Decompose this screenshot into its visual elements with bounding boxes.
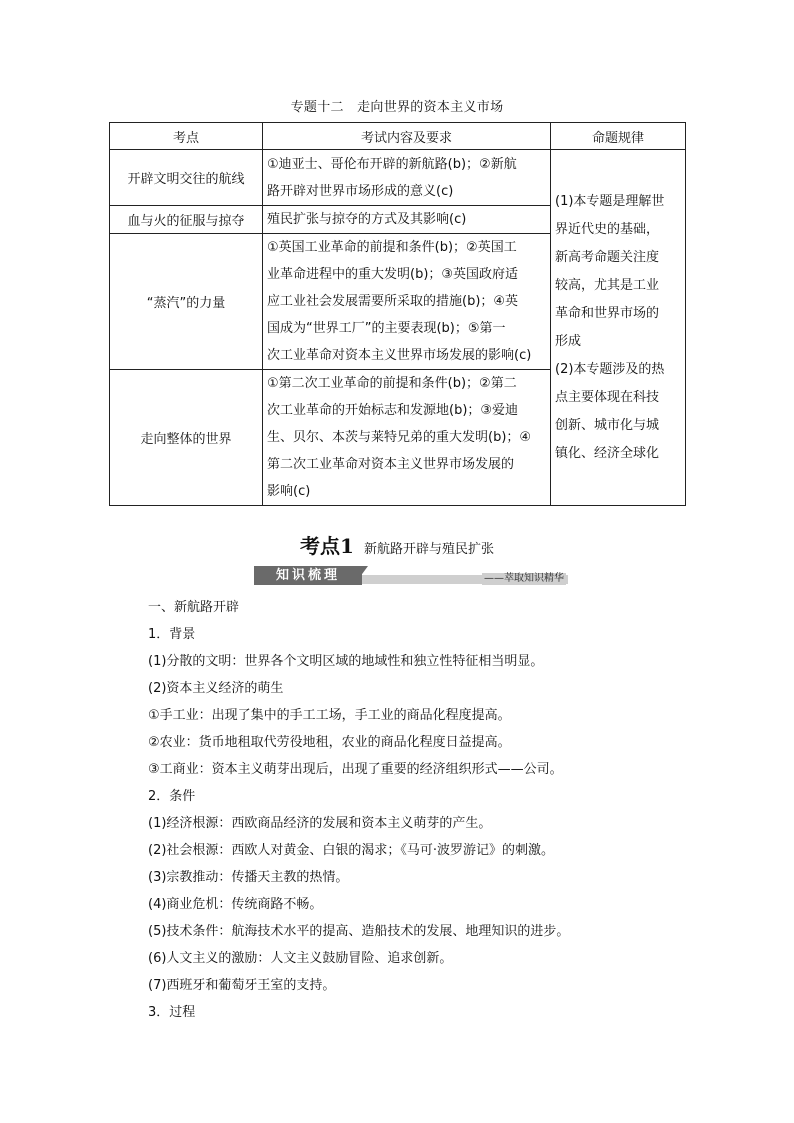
table-row xyxy=(110,150,686,206)
row-content xyxy=(263,234,551,370)
body-line: ①手工业：出现了集中的手工工场，手工业的商品化程度提高。 xyxy=(148,708,511,723)
body-line: (1)分散的文明：世界各个文明区域的地域性和独立性特征相当明显。 xyxy=(148,654,544,669)
pattern-line: 革命和世界市场的 xyxy=(555,305,660,321)
pattern-line: 形成 xyxy=(555,333,582,349)
body-line: (1)经济根源：西欧商品经济的发展和资本主义萌芽的产生。 xyxy=(148,816,492,831)
content-line: 第二次工业革命对资本主义世界市场发展的 xyxy=(267,457,515,472)
body-text xyxy=(148,594,708,1026)
row-content xyxy=(263,206,551,234)
body-line: (7)西班牙和葡萄牙王室的支持。 xyxy=(148,978,336,993)
content-line: ①迪亚士、哥伦布开辟的新航路(b)；②新航 xyxy=(267,156,517,172)
content-line: 业革命进程中的重大发明(b)；③英国政府适 xyxy=(267,267,519,282)
section-banner xyxy=(254,566,568,585)
row-topic: 走向整体的世界 xyxy=(110,370,263,506)
content-line: ①第二次工业革命的前提和条件(b)；②第二 xyxy=(267,376,517,391)
kp-subtitle: 新航路开辟与殖民扩张 xyxy=(364,542,495,557)
pattern-line: 界近代史的基础， xyxy=(555,221,660,237)
body-line: (2)资本主义经济的萌生 xyxy=(148,681,284,696)
kp-heading xyxy=(0,530,794,559)
body-line: ②农业：货币地租取代劳役地租，农业的商品化程度日益提高。 xyxy=(148,735,511,750)
row-topic: 开辟文明交往的航线 xyxy=(110,150,263,206)
page-title: 专题十二 走向世界的资本主义市场 xyxy=(290,100,504,115)
banner-motto: ——萃取知识精华 xyxy=(484,573,564,584)
content-line: ①英国工业革命的前提和条件(b)；②英国工 xyxy=(267,240,517,255)
subsection-heading: 3．过程 xyxy=(148,1005,196,1020)
pattern-line: 较高，尤其是工业 xyxy=(555,277,660,293)
content-line: 生、贝尔、本茨与莱特兄弟的重大发明(b)；④ xyxy=(267,430,532,445)
pattern-line: 创新、城市化与城 xyxy=(555,417,660,433)
pattern-cell xyxy=(551,150,686,506)
content-line: 应工业社会发展需要所采取的措施(b)；④英 xyxy=(267,294,519,309)
pattern-line: 镇化、经济全球化 xyxy=(555,445,660,461)
header-topic: 考点 xyxy=(110,123,263,150)
body-line: (5)技术条件：航海技术水平的提高、造船技术的发展、地理知识的进步。 xyxy=(148,924,570,939)
content-line: 次工业革命的开始标志和发源地(b)；③爱迪 xyxy=(267,403,519,418)
content-line: 影响(c) xyxy=(267,484,311,499)
content-line: 路开辟对世界市场形成的意义(c) xyxy=(267,183,454,199)
row-topic: “蒸汽”的力量 xyxy=(110,234,263,370)
banner-label: 知识梳理 xyxy=(254,566,362,585)
row-content xyxy=(263,370,551,506)
kp-label: 考点 xyxy=(299,534,340,558)
content-line: 次工业革命对资本主义世界市场发展的影响(c) xyxy=(267,348,532,363)
content-line: 殖民扩张与掠夺的方式及其影响(c) xyxy=(267,212,467,227)
syllabus-table xyxy=(109,122,686,506)
body-line: (2)社会根源：西欧人对黄金、白银的渴求；《马可·波罗游记》的刺激。 xyxy=(148,843,555,858)
section-heading: 一、新航路开辟 xyxy=(148,600,240,615)
pattern-line: 新高考命题关注度 xyxy=(555,249,660,265)
header-content: 考试内容及要求 xyxy=(263,123,551,150)
subsection-heading: 1．背景 xyxy=(148,627,196,642)
row-topic: 血与火的征服与掠夺 xyxy=(110,206,263,234)
row-content xyxy=(263,150,551,206)
table-header-row xyxy=(110,123,686,150)
body-line: (4)商业危机：传统商路不畅。 xyxy=(148,897,323,912)
kp-number: 1 xyxy=(339,534,354,558)
body-line: ③工商业：资本主义萌芽出现后，出现了重要的经济组织形式——公司。 xyxy=(148,762,563,777)
header-pattern: 命题规律 xyxy=(551,123,686,150)
subsection-heading: 2．条件 xyxy=(148,789,196,804)
content-line: 国成为“世界工厂”的主要表现(b)；⑤第一 xyxy=(267,321,506,336)
pattern-line: 点主要体现在科技 xyxy=(555,389,660,405)
pattern-line: (1)本专题是理解世 xyxy=(555,193,665,209)
body-line: (6)人文主义的激励：人文主义鼓励冒险、追求创新。 xyxy=(148,951,453,966)
body-line: (3)宗教推动：传播天主教的热情。 xyxy=(148,870,349,885)
pattern-line: (2)本专题涉及的热 xyxy=(555,361,665,377)
